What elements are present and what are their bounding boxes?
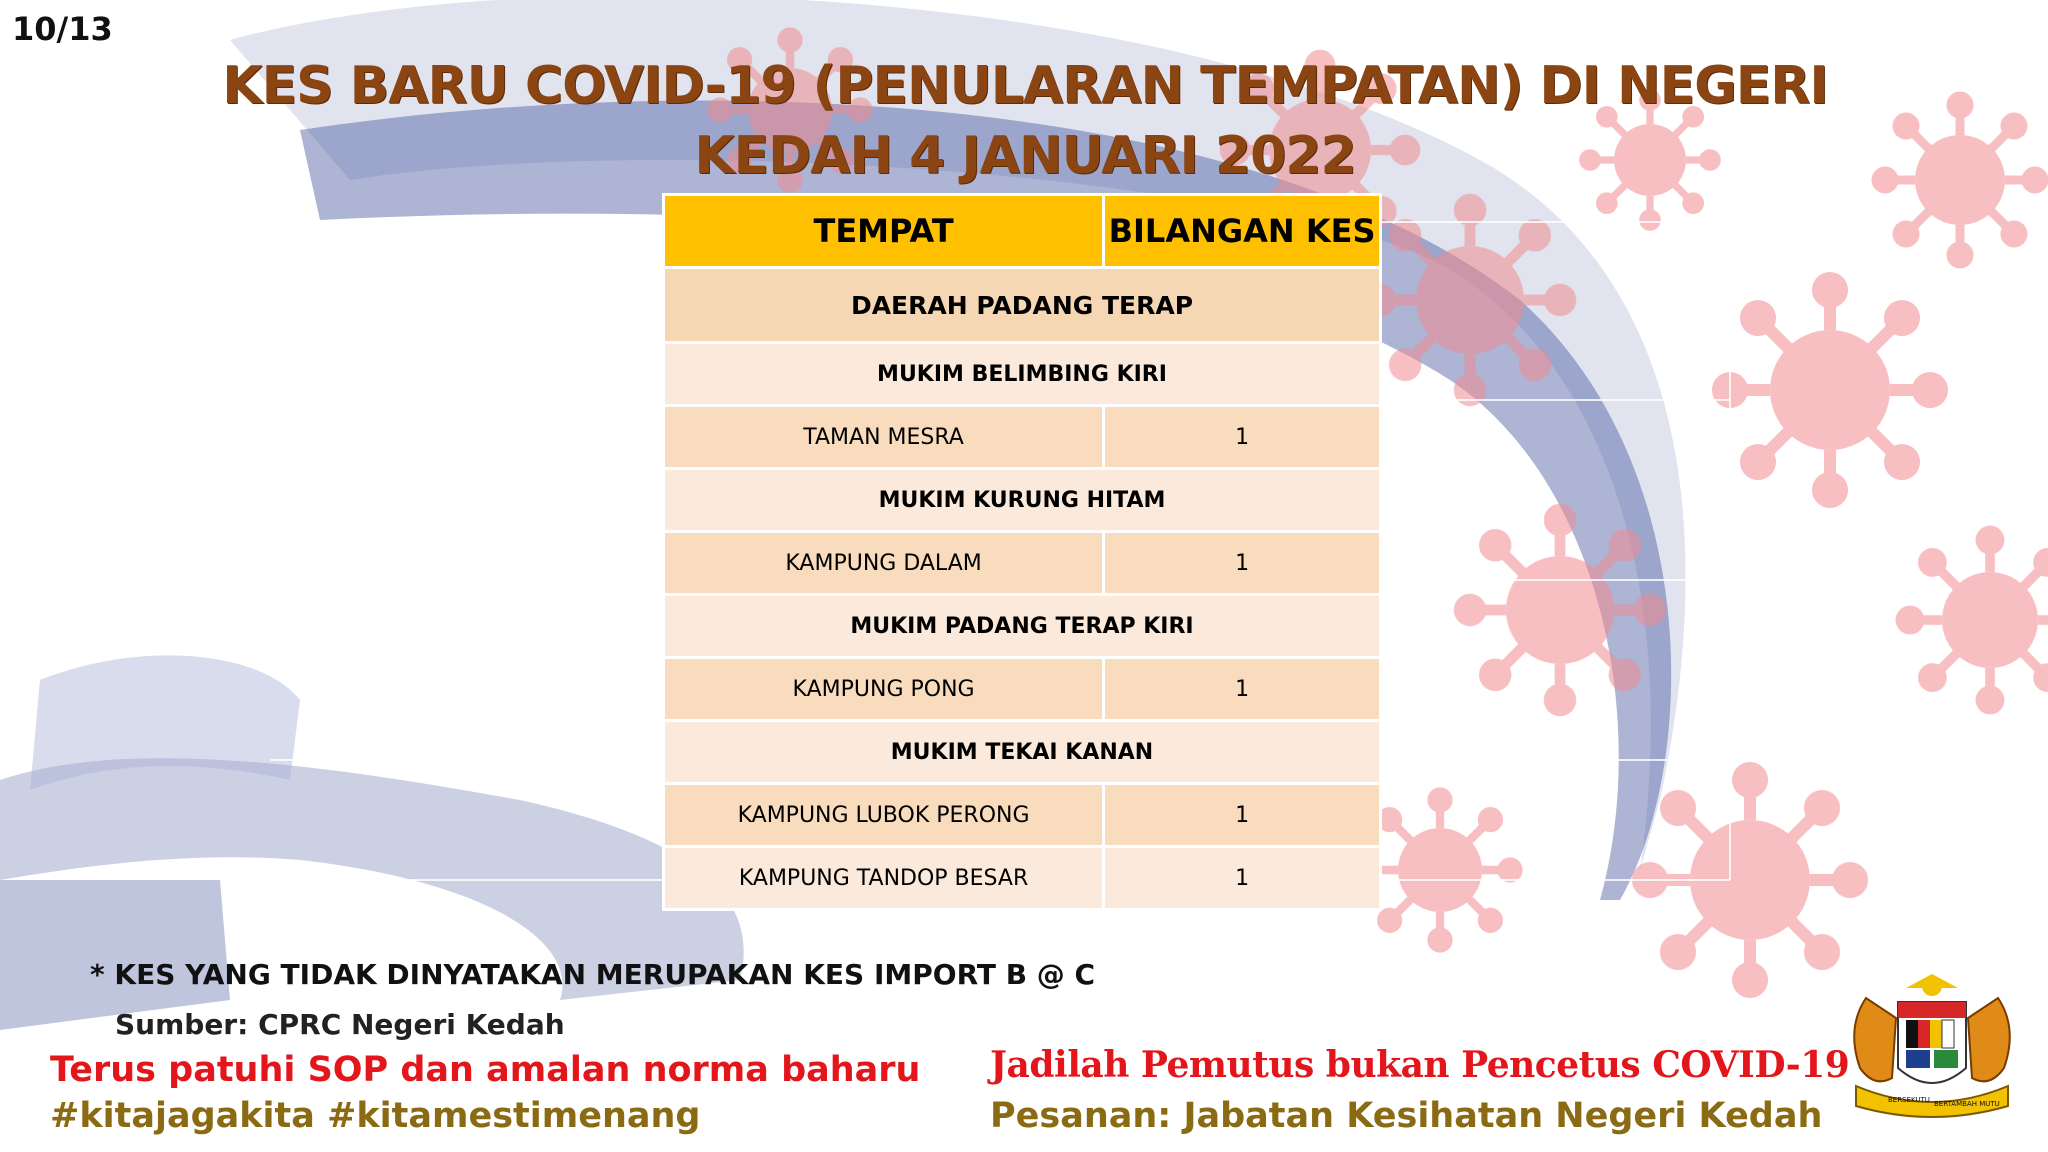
- page-title-line2: KEDAH 4 JANUARI 2022: [694, 126, 1356, 186]
- place-name: TAMAN MESRA: [664, 406, 1104, 469]
- crest-ribbon-right: BERTAMBAH MUTU: [1934, 1100, 2000, 1108]
- mukim-label: MUKIM PADANG TERAP KIRI: [664, 595, 1381, 658]
- case-count: 1: [1104, 847, 1381, 910]
- case-count: 1: [1104, 784, 1381, 847]
- table-row: [664, 658, 1381, 721]
- district-label: DAERAH PADANG TERAP: [664, 268, 1381, 343]
- page-title-line1: KES BARU COVID-19 (PENULARAN TEMPATAN) DI NEGERI: [222, 56, 1828, 116]
- cases-table: [662, 193, 1382, 911]
- header-bilangan-kes: BILANGAN KES: [1104, 195, 1381, 268]
- table-row: [664, 721, 1381, 784]
- place-name: KAMPUNG LUBOK PERONG: [664, 784, 1104, 847]
- place-name: KAMPUNG DALAM: [664, 532, 1104, 595]
- source-text: Sumber: CPRC Negeri Kedah: [115, 1008, 565, 1041]
- mukim-label: MUKIM KURUNG HITAM: [664, 469, 1381, 532]
- place-name: KAMPUNG PONG: [664, 658, 1104, 721]
- header-tempat: TEMPAT: [664, 195, 1104, 268]
- case-count: 1: [1104, 658, 1381, 721]
- table-row: [664, 406, 1381, 469]
- sop-reminder: Terus patuhi SOP dan amalan norma baharu: [50, 1050, 921, 1090]
- hashtags: #kitajagakita #kitamestimenang: [50, 1096, 701, 1136]
- table-row: [664, 595, 1381, 658]
- district-row: [664, 268, 1381, 343]
- crest-ribbon-left: BERSEKUTU: [1888, 1096, 1930, 1104]
- page-indicator: 10/13: [12, 10, 113, 48]
- campaign-slogan: Jadilah Pemutus bukan Pencetus COVID-19: [990, 1044, 1850, 1086]
- case-count: 1: [1104, 406, 1381, 469]
- mukim-label: MUKIM BELIMBING KIRI: [664, 343, 1381, 406]
- mukim-label: MUKIM TEKAI KANAN: [664, 721, 1381, 784]
- table-row: [664, 784, 1381, 847]
- table-row: [664, 532, 1381, 595]
- table-row: [664, 469, 1381, 532]
- message-credit: Pesanan: Jabatan Kesihatan Negeri Kedah: [990, 1096, 1823, 1136]
- case-count: 1: [1104, 532, 1381, 595]
- place-name: KAMPUNG TANDOP BESAR: [664, 847, 1104, 910]
- malaysia-coat-of-arms-icon: [1826, 968, 2038, 1128]
- footnote-import-cases: * KES YANG TIDAK DINYATAKAN MERUPAKAN KES IMPORT B @ C: [90, 958, 1096, 991]
- table-row: [664, 847, 1381, 910]
- table-header-row: [664, 195, 1381, 268]
- table-row: [664, 343, 1381, 406]
